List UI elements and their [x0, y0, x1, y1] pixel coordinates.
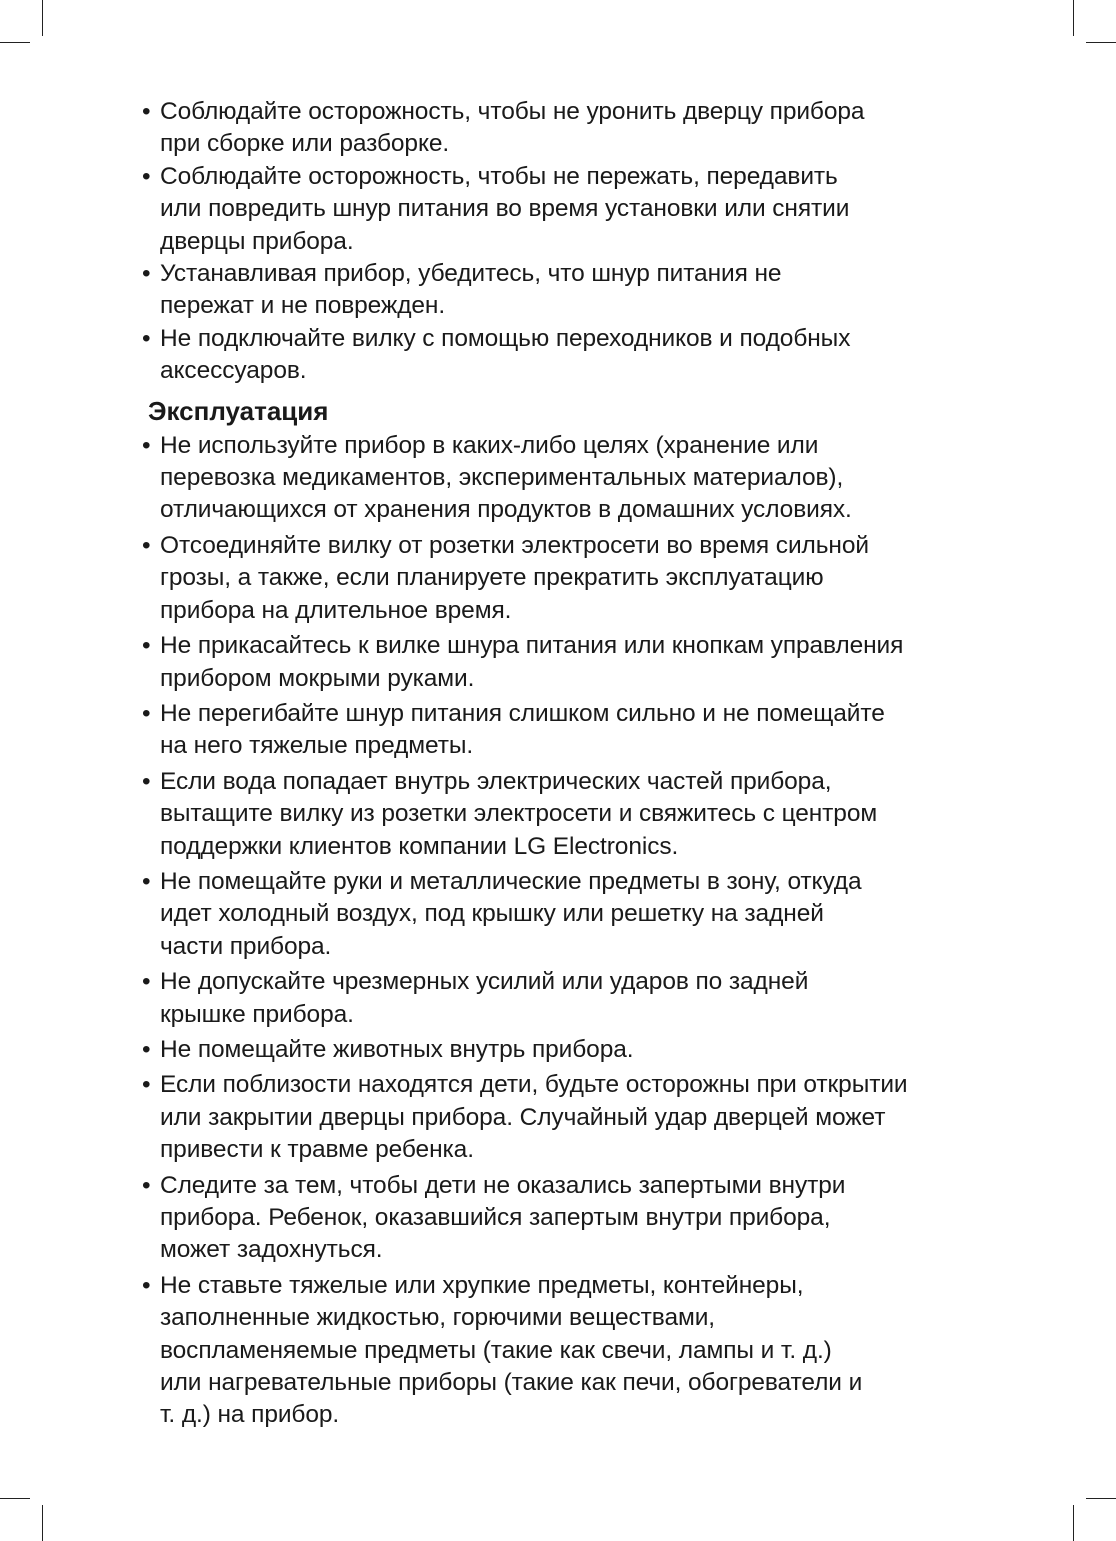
crop-mark-top-right-h: [1086, 42, 1116, 43]
list-item: • Не допускайте чрезмерных усилий или ударов по задней крышке прибора.: [142, 966, 1002, 1031]
bullet-icon: •: [142, 1035, 151, 1063]
list-item: • Не используйте прибор в каких-либо целях (хранение или перевозка медикаментов, экспериментальных материалов), отличающихся от хранения продуктов в домашних условиях.: [142, 430, 1002, 527]
list-item: • Отсоединяйте вилку от розетки электросети во время сильной грозы, а также, если планируете прекратить эксплуатацию прибора на длительное время.: [142, 530, 1002, 627]
list-item: • Не перегибайте шнур питания слишком сильно и не помещайте на него тяжелые предметы.: [142, 698, 1002, 763]
bullet-icon: •: [142, 767, 151, 795]
list-item: • Не прикасайтесь к вилке шнура питания или кнопкам управления прибором мокрыми руками.: [142, 630, 1002, 695]
bullet-icon: •: [142, 699, 151, 727]
bullet-icon: •: [142, 632, 151, 660]
bullet-icon: •: [142, 1171, 151, 1199]
list-item: • Не подключайте вилку с помощью переходников и подобных аксессуаров.: [142, 323, 1002, 388]
list-item: • Не помещайте животных внутрь прибора.: [142, 1034, 1002, 1066]
crop-mark-top-left-h: [0, 42, 30, 43]
crop-mark-bottom-left-h: [0, 1498, 30, 1499]
crop-mark-top-right-v: [1073, 0, 1074, 36]
list-item: • Если поблизости находятся дети, будьте осторожны при открытии или закрытии дверцы прибора. Случайный удар дверцей может привести к травме ребенка.: [142, 1069, 1002, 1166]
bullet-icon: •: [142, 162, 151, 190]
bullet-icon: •: [142, 98, 151, 125]
list-item: • Соблюдайте осторожность, чтобы не пережать, передавить или повредить шнур питания во время установки или снятии дверцы прибора.: [142, 161, 1002, 258]
bullet-icon: •: [142, 324, 151, 352]
list-item: • Соблюдайте осторожность, чтобы не уронить дверцу прибора при сборке или разборке.: [142, 96, 1002, 161]
list-item: • Устанавливая прибор, убедитесь, что шнур питания не пережат и не поврежден.: [142, 258, 1002, 323]
bullet-icon: •: [142, 531, 151, 559]
bullet-icon: •: [142, 431, 151, 459]
bullet-icon: •: [142, 968, 151, 996]
list-item: • Не помещайте руки и металлические предметы в зону, откуда идет холодный воздух, под крышку или решетку на задней части прибора.: [142, 866, 1002, 963]
list-item: • Не ставьте тяжелые или хрупкие предметы, контейнеры, заполненные жидкостью, горючими веществами, воспламеняемые предметы (такие как свечи, лампы и т. д.) или нагревательные приборы (такие как печи, обогреватели и т. д.) на прибор.: [142, 1270, 1002, 1432]
crop-mark-bottom-left-v: [42, 1505, 43, 1541]
crop-mark-bottom-right-v: [1073, 1505, 1074, 1541]
list-item: • Следите за тем, чтобы дети не оказались запертыми внутри прибора. Ребенок, оказавшийся запертым внутри прибора, может задохнуться.: [142, 1170, 1002, 1267]
crop-mark-top-left-v: [42, 0, 43, 36]
bullet-icon: •: [142, 1271, 151, 1299]
safety-instructions: [142, 96, 1002, 1432]
crop-mark-bottom-right-h: [1086, 1498, 1116, 1499]
bullet-icon: •: [142, 867, 151, 895]
section-title: Эксплуатация: [148, 395, 329, 426]
bullet-icon: •: [142, 1071, 151, 1099]
list-item: • Если вода попадает внутрь электрических частей прибора, вытащите вилку из розетки электросети и свяжитесь с центром поддержки клиентов компании LG Electronics.: [142, 766, 1002, 863]
bullet-icon: •: [142, 260, 151, 288]
